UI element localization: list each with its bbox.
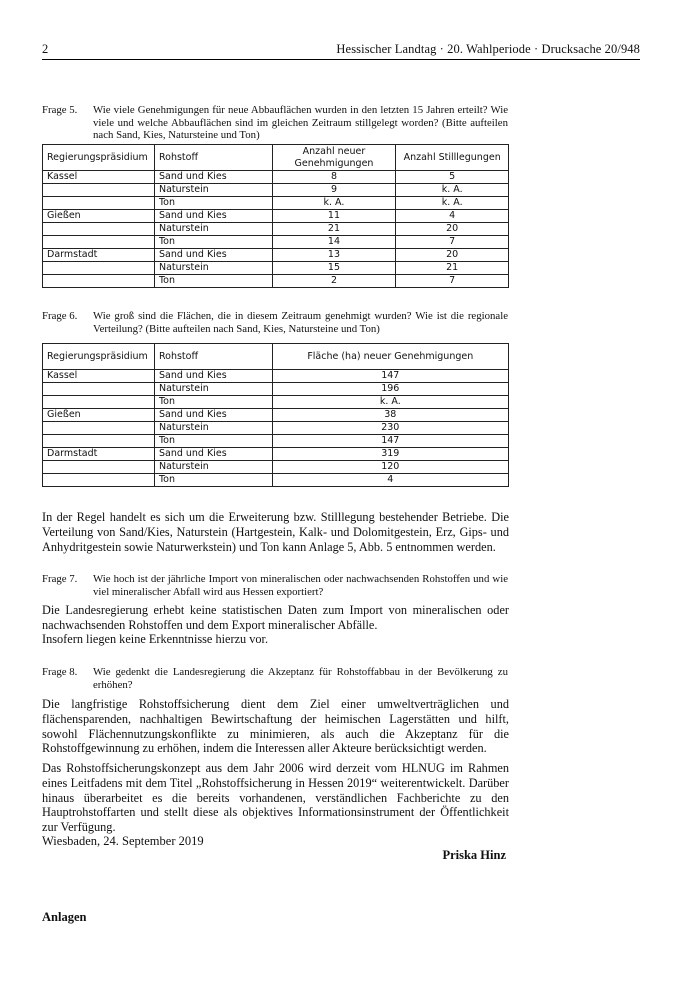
cell-stilllegungen: k. A. (396, 184, 509, 197)
table-row (43, 197, 509, 210)
cell-genehmigungen: 11 (272, 210, 396, 223)
question-label: Frage 6. (42, 310, 78, 322)
cell-genehmigungen: 13 (272, 249, 396, 262)
cell-genehmigungen: 9 (272, 184, 396, 197)
cell-genehmigungen: 14 (272, 236, 396, 249)
cell-region (43, 262, 155, 275)
cell-rohstoff: Sand und Kies (154, 409, 272, 422)
table-row (43, 409, 509, 422)
cell-region: Gießen (43, 210, 155, 223)
cell-genehmigungen: k. A. (272, 197, 396, 210)
cell-rohstoff: Ton (154, 236, 272, 249)
answer-7-paragraph-2: Insofern liegen keine Erkenntnisse hierzu vor. (42, 632, 269, 646)
signatory-name: Priska Hinz (442, 848, 506, 862)
cell-rohstoff: Ton (154, 275, 272, 288)
column-header-rohstoff: Rohstoff (154, 145, 272, 171)
cell-flaeche: 147 (272, 370, 508, 383)
cell-stilllegungen: 4 (396, 210, 509, 223)
column-header-region: Regierungspräsidium (43, 145, 155, 171)
table-row (43, 448, 509, 461)
cell-rohstoff: Sand und Kies (154, 210, 272, 223)
cell-rohstoff: Ton (154, 474, 272, 487)
cell-region (43, 474, 155, 487)
question-label: Frage 7. (42, 573, 78, 585)
table-header-row (43, 344, 509, 370)
table-row (43, 223, 509, 236)
cell-genehmigungen: 2 (272, 275, 396, 288)
answer-8-paragraph-1: Die langfristige Rohstoffsicherung dient dem Ziel einer umweltverträglichen und flächensparenden, nachhaltigen Bewirtschaftung der heimischen Lagerstätten und hilft, sowohl Flächennutzungskonflikte zu minimieren, als auch die Akzeptanz für die Rohstoffgewinnung zu erhöhen, indem die Interessen aller Akteure berücksichtigt werden. (42, 697, 509, 756)
cell-stilllegungen: 5 (396, 171, 509, 184)
cell-region: Darmstadt (43, 448, 155, 461)
table-flaechen (42, 343, 509, 487)
table-header-row (43, 145, 509, 171)
table-row (43, 210, 509, 223)
table-row (43, 370, 509, 383)
cell-flaeche: k. A. (272, 396, 508, 409)
cell-genehmigungen: 21 (272, 223, 396, 236)
cell-stilllegungen: 20 (396, 223, 509, 236)
cell-rohstoff: Sand und Kies (154, 171, 272, 184)
column-header-region: Regierungspräsidium (43, 344, 155, 370)
column-header-rohstoff: Rohstoff (154, 344, 272, 370)
cell-flaeche: 230 (272, 422, 508, 435)
cell-flaeche: 196 (272, 383, 508, 396)
place-date: Wiesbaden, 24. September 2019 (42, 834, 204, 848)
question-label: Frage 5. (42, 104, 78, 116)
question-label: Frage 8. (42, 666, 78, 678)
cell-stilllegungen: 7 (396, 236, 509, 249)
answer-6: In der Regel handelt es sich um die Erweiterung bzw. Stilllegung bestehender Betriebe. Die Verteilung von Sand/Kies, Naturstein (Hartgestein, Kalk- und Dolomitgestein, Erz, Gips- und Anhydritgestein sowie Naturwerkstein) und Ton kann Anlage 5, Abb. 5 entnommen werden. (42, 510, 509, 554)
table-row (43, 249, 509, 262)
cell-region (43, 396, 155, 409)
cell-rohstoff: Naturstein (154, 262, 272, 275)
cell-region: Darmstadt (43, 249, 155, 262)
table-row (43, 275, 509, 288)
question-text: Wie groß sind die Flächen, die in diesem Zeitraum genehmigt wurden? Wie ist die regionale Verteilung? (Bitte aufteilen nach Sand, Kies, Natursteine und Ton) (93, 310, 508, 335)
cell-rohstoff: Naturstein (154, 461, 272, 474)
cell-stilllegungen: 20 (396, 249, 509, 262)
table-row (43, 396, 509, 409)
table-row (43, 171, 509, 184)
cell-region (43, 236, 155, 249)
question-text: Wie gedenkt die Landesregierung die Akzeptanz für Rohstoffabbau in der Bevölkerung zu erhöhen? (93, 666, 508, 691)
question-text: Wie hoch ist der jährliche Import von mineralischen oder nachwachsenden Rohstoffen und wie viel mineralischer Abfall wird aus Hessen exportiert? (93, 573, 508, 598)
question-5 (42, 104, 508, 142)
table-genehmigungen-stilllegungen (42, 144, 509, 288)
cell-flaeche: 319 (272, 448, 508, 461)
cell-region: Kassel (43, 370, 155, 383)
cell-region: Gießen (43, 409, 155, 422)
cell-stilllegungen: 7 (396, 275, 509, 288)
question-text: Wie viele Genehmigungen für neue Abbauflächen wurden in den letzten 15 Jahren erteilt? Wie viele und welche Abbauflächen sind im gleichen Zeitraum stillgelegt worden? (Bitte aufteilen nach Sand, Kies, Natursteine und Ton) (93, 104, 508, 141)
cell-rohstoff: Sand und Kies (154, 448, 272, 461)
cell-rohstoff: Naturstein (154, 184, 272, 197)
cell-region (43, 223, 155, 236)
table-row (43, 236, 509, 249)
cell-genehmigungen: 8 (272, 171, 396, 184)
cell-flaeche: 120 (272, 461, 508, 474)
question-8 (42, 666, 508, 691)
cell-rohstoff: Ton (154, 197, 272, 210)
cell-stilllegungen: 21 (396, 262, 509, 275)
column-header-flaeche: Fläche (ha) neuer Genehmigungen (272, 344, 508, 370)
cell-rohstoff: Sand und Kies (154, 249, 272, 262)
table-row (43, 422, 509, 435)
cell-rohstoff: Ton (154, 396, 272, 409)
cell-region (43, 184, 155, 197)
anlagen-heading: Anlagen (42, 910, 87, 924)
cell-rohstoff: Naturstein (154, 223, 272, 236)
cell-genehmigungen: 15 (272, 262, 396, 275)
question-7 (42, 573, 508, 598)
cell-region (43, 435, 155, 448)
cell-rohstoff: Sand und Kies (154, 370, 272, 383)
page-header (42, 42, 640, 58)
cell-flaeche: 4 (272, 474, 508, 487)
column-header-genehmigungen: Anzahl neuer Genehmigungen (272, 145, 396, 171)
table-row (43, 383, 509, 396)
header-title: Hessischer Landtag · 20. Wahlperiode · Drucksache 20/948 (336, 42, 640, 56)
table-row (43, 435, 509, 448)
question-6 (42, 310, 508, 335)
table-row (43, 474, 509, 487)
cell-region (43, 422, 155, 435)
cell-region (43, 197, 155, 210)
cell-rohstoff: Ton (154, 435, 272, 448)
cell-rohstoff: Naturstein (154, 383, 272, 396)
answer-7-paragraph-1: Die Landesregierung erhebt keine statistischen Daten zum Import von mineralischen oder nachwachsenden Rohstoffen und dem Export mineralischer Abfälle. (42, 603, 509, 632)
column-header-stilllegungen: Anzahl Stilllegungen (396, 145, 509, 171)
cell-stilllegungen: k. A. (396, 197, 509, 210)
cell-flaeche: 147 (272, 435, 508, 448)
table-row (43, 461, 509, 474)
cell-flaeche: 38 (272, 409, 508, 422)
cell-region (43, 383, 155, 396)
cell-region (43, 461, 155, 474)
header-rule (42, 59, 640, 60)
table-row (43, 262, 509, 275)
cell-rohstoff: Naturstein (154, 422, 272, 435)
table-row (43, 184, 509, 197)
cell-region (43, 275, 155, 288)
answer-8-paragraph-2: Das Rohstoffsicherungskonzept aus dem Jahr 2006 wird derzeit vom HLNUG im Rahmen eines Leitfadens mit dem Titel „Rohstoffsicherung in Hessen 2019“ weiterentwickelt. Darüber hinaus überarbeitet es die bereits vorhandenen, verständlichen Fachberichte zu den Hauptrohstoffarten und stellt diese als objektives Informationsinstrument der Öffentlichkeit zur Verfügung. (42, 761, 509, 835)
page-number: 2 (42, 42, 49, 56)
cell-region: Kassel (43, 171, 155, 184)
